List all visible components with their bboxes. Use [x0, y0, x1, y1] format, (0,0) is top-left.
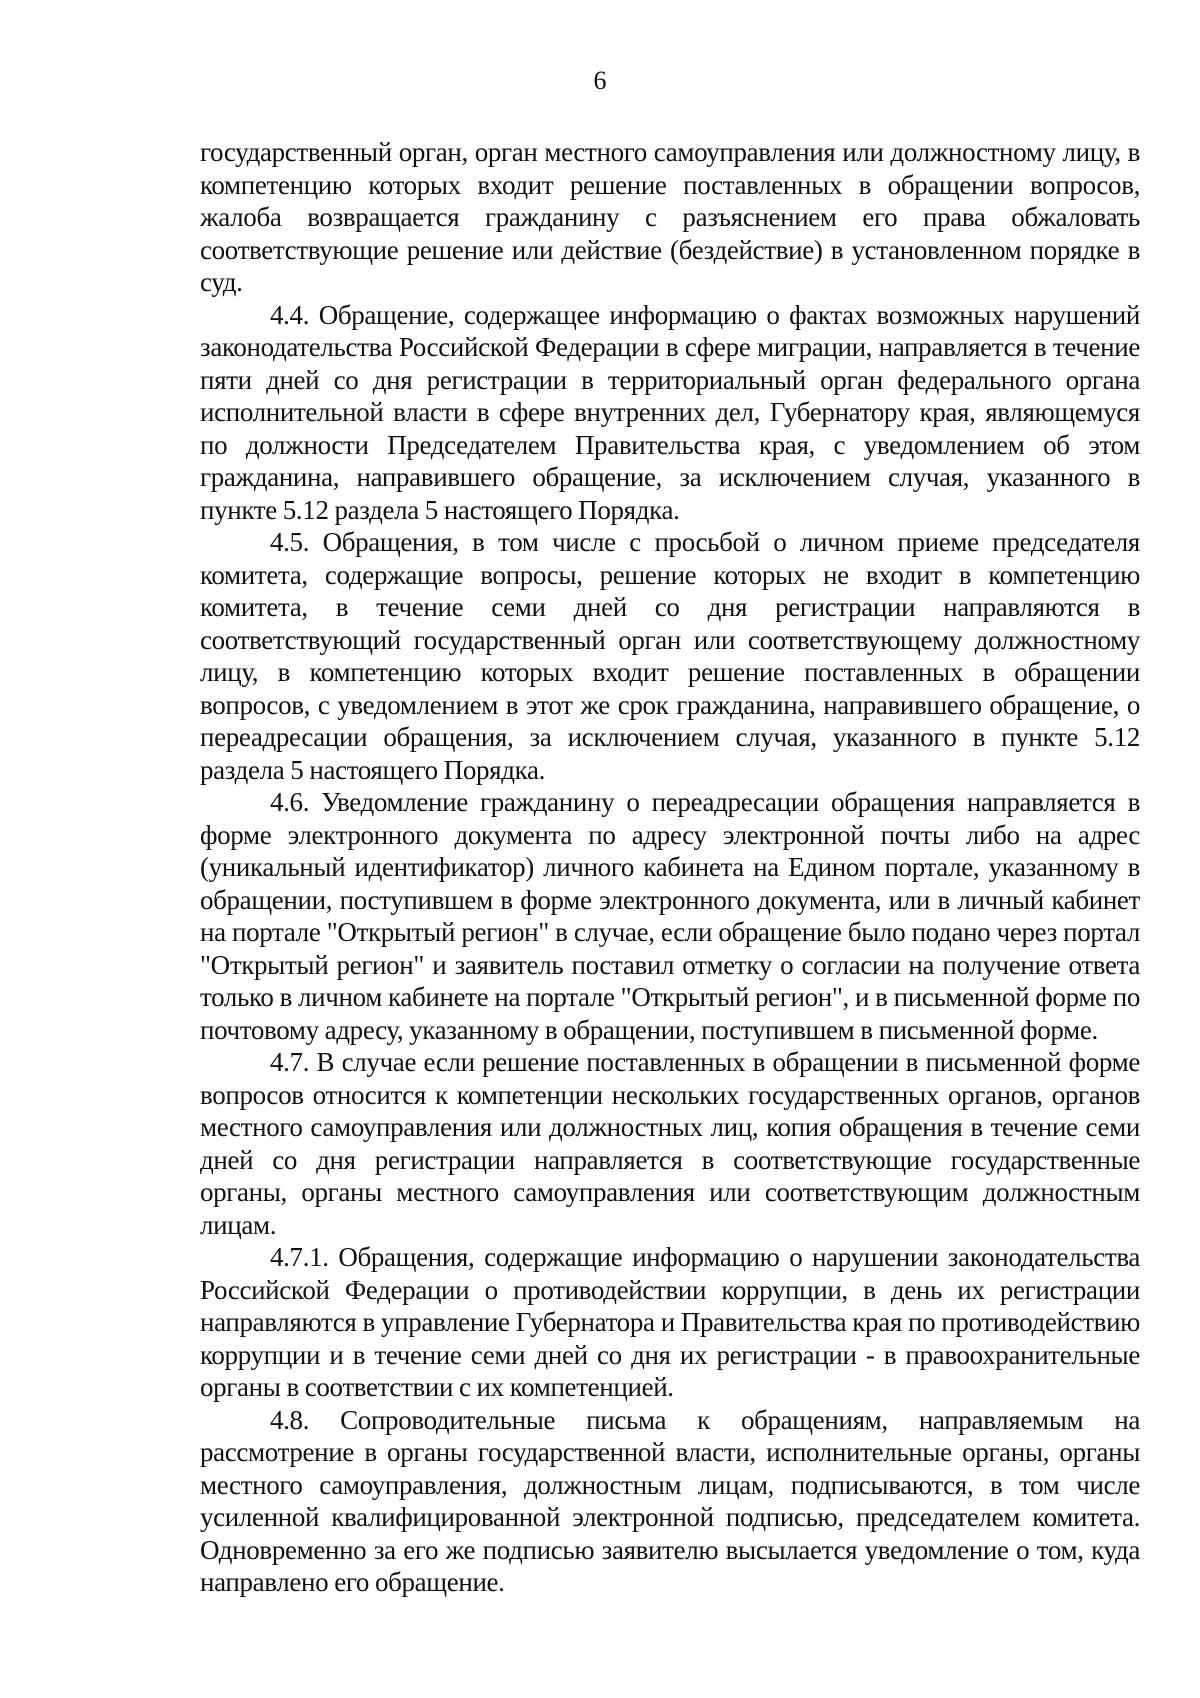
paragraph-4-5: 4.5. Обращения, в том числе с просьбой о личном приеме председателя комитета, содержащие вопросы, решение которых не входит в компетенцию комитета, в течение семи дней со дня регистрации направляются в соответствующий государственный орган или соответствующему должностному лицу, в компетенцию которых входит решение поставленных в обращении вопросов, с уведомлением в этот же срок гражданина, направившего обращение, о переадресации обращения, за исключением случая, указанного в пункте 5.12 раздела 5 настоящего Порядка.	[200, 527, 1140, 785]
document-body	[200, 136, 1140, 1599]
paragraph-continuation: государственный орган, орган местного самоуправления или должностному лицу, в компетенцию которых входит решение поставленных в обращении вопросов, жалоба возвращается гражданину с разъяснением его права обжаловать соответствующие решение или действие (бездействие) в установленном порядке в суд.	[200, 137, 1140, 297]
paragraph-4-7: 4.7. В случае если решение поставленных в обращении в письменной форме вопросов относится к компетенции нескольких государственных органов, органов местного самоуправления или должностных лиц, копия обращения в течение семи дней со дня регистрации направляется в соответствующие государственные органы, органы местного самоуправления или соответствующим должностным лицам.	[200, 1047, 1140, 1240]
paragraph-4-8: 4.8. Сопроводительные письма к обращениям, направляемым на рассмотрение в органы государственной власти, исполнительные органы, органы местного самоуправления, должностным лицам, подписываются, в том числе усиленной квалифицированной электронной подписью, председателем комитета. Одновременно за его же подписью заявителю высылается уведомление о том, куда направлено его обращение.	[200, 1404, 1140, 1597]
paragraph-4-7-1: 4.7.1. Обращения, содержащие информацию о нарушении законодательства Российской Федерации о противодействии коррупции, в день их регистрации направляются в управление Губернатора и Правительства края по противодействию коррупции и в течение семи дней со дня их регистрации - в правоохранительные органы в соответствии с их компетенцией.	[200, 1242, 1140, 1402]
paragraph-4-6: 4.6. Уведомление гражданину о переадресации обращения направляется в форме электронного документа по адресу электронной почты либо на адрес (уникальный идентификатор) личного кабинета на Едином портале, указанному в обращении, поступившем в форме электронного документа, или в личный кабинет на портале "Открытый регион" в случае, если обращение было подано через портал "Открытый регион" и заявитель поставил отметку о согласии на получение ответа только в личном кабинете на портале "Открытый регион", и в письменной форме по почтовому адресу, указанному в обращении, поступившем в письменной форме.	[200, 787, 1140, 1045]
paragraph-4-4: 4.4. Обращение, содержащее информацию о фактах возможных нарушений законодательства Российской Федерации в сфере миграции, направляется в течение пяти дней со дня регистрации в территориальный орган федерального органа исполнительной власти в сфере внутренних дел, Губернатору края, являющемуся по должности Председателем Правительства края, с уведомлением об этом гражданина, направившего обращение, за исключением случая, указанного в пункте 5.12 раздела 5 настоящего Порядка.	[200, 299, 1140, 525]
page-number: 6	[593, 66, 607, 95]
